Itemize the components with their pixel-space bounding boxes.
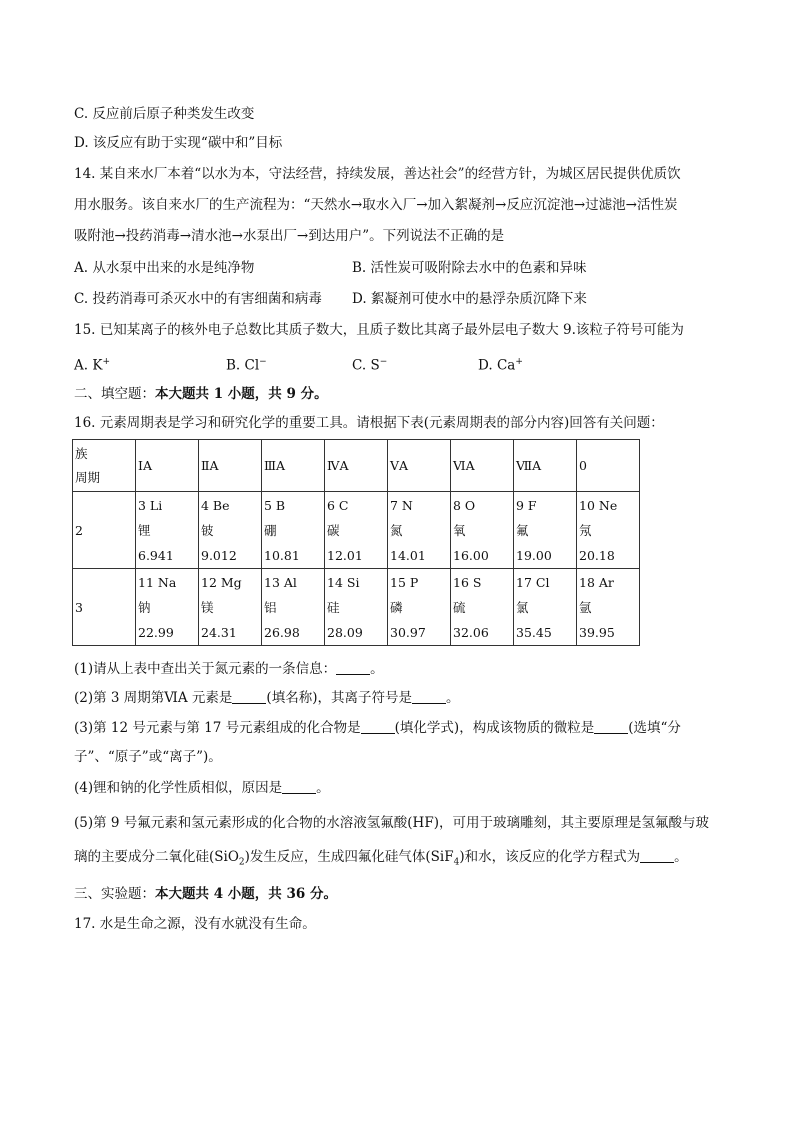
element-number: 11 Na [138, 574, 177, 590]
q16-sub2-text-mid: (填名称)，其离子符号是 [266, 690, 412, 706]
q14-stem-line2: 用水服务。该自来水厂的生产流程为：“天然水→取水入厂→加入絮凝剂→反应沉淀池→过滤池→活性炭 [74, 197, 678, 213]
element-number: 15 P [390, 574, 419, 590]
q16-sub5-text-end: )和水，该反应的化学方程式为 [459, 849, 641, 865]
element-number: 17 Cl [516, 574, 550, 590]
q14-option-b: B. 活性炭可吸附除去水中的色素和异味 [352, 260, 587, 276]
q14-option-c: C. 投药消毒可杀灭水中的有害细菌和病毒 [74, 291, 322, 307]
element-name: 镁 [201, 599, 214, 615]
q16-sub2 [74, 688, 459, 708]
element-mass: 35.45 [516, 624, 552, 640]
element-number: 13 Al [264, 574, 297, 590]
section-3-title: 三、实验题： [74, 886, 155, 902]
q15-option-a-symbol: K [92, 357, 103, 374]
q14-option-a: A. 从水泵中出来的水是纯净物 [74, 260, 255, 276]
element-name: 铍 [201, 522, 214, 538]
q15-option-c-label: C. [352, 357, 367, 374]
element-name: 磷 [390, 599, 403, 615]
element-cell [262, 492, 325, 569]
element-mass: 39.95 [579, 624, 615, 640]
element-name: 氩 [579, 599, 592, 615]
element-mass: 12.01 [327, 547, 363, 563]
section-2-title: 二、填空题： [74, 386, 155, 402]
element-cell [577, 492, 640, 569]
element-number: 12 Mg [201, 574, 242, 590]
element-name: 碳 [327, 522, 340, 538]
element-name: 硫 [453, 599, 466, 615]
q17-stem: 17. 水是生命之源，没有水就没有生命。 [74, 916, 316, 932]
q16-sub1-text: (1)请从上表中查出关于氮元素的一条信息： [74, 661, 337, 677]
element-cell [514, 569, 577, 646]
element-number: 7 N [390, 497, 413, 513]
element-mass: 26.98 [264, 624, 300, 640]
answer-blank[interactable] [361, 719, 395, 734]
q16-sub3-text-end: (选填“分 [628, 720, 681, 736]
group-header: ⅤA [388, 440, 451, 492]
subscript-4: 4 [453, 857, 460, 868]
element-mass: 22.99 [138, 624, 174, 640]
q16-sub2-end: 。 [445, 690, 460, 706]
periodic-table [72, 439, 640, 646]
element-cell [451, 569, 514, 646]
group-header: ⅥA [451, 440, 514, 492]
q16-sub3 [74, 718, 681, 738]
period-label: 2 [73, 492, 136, 569]
q15-option-d-symbol: Ca [496, 357, 516, 374]
element-mass: 30.97 [390, 624, 426, 640]
q15-option-c-symbol: S [370, 357, 380, 374]
q16-sub4-end: 。 [316, 780, 330, 796]
answer-blank[interactable] [412, 689, 446, 704]
element-cell [325, 569, 388, 646]
section-3-heading [74, 884, 337, 904]
corner-group-label: 族 [75, 445, 88, 461]
element-mass: 16.00 [453, 547, 489, 563]
element-cell [388, 492, 451, 569]
element-number: 16 S [453, 574, 482, 590]
q16-sub2-text: (2)第 3 周期第ⅥA 元素是 [74, 690, 233, 706]
table-row-period-2 [73, 492, 640, 569]
element-name: 硼 [264, 522, 277, 538]
group-header: ⅣA [325, 440, 388, 492]
q15-option-a-charge: + [102, 357, 110, 367]
element-cell [388, 569, 451, 646]
q15-stem: 15. 已知某离子的核外电子总数比其质子数大，且质子数比其离子最外层电子数大 9.该粒子符号可能为 [74, 322, 684, 338]
q16-sub3-text: (3)第 12 号元素与第 17 号元素组成的化合物是 [74, 720, 361, 736]
q16-sub4 [74, 778, 330, 798]
element-number: 8 O [453, 497, 476, 513]
q15-option-d-label: D. [478, 357, 493, 374]
element-number: 6 C [327, 497, 349, 513]
q16-stem: 16. 元素周期表是学习和研究化学的重要工具。请根据下表(元素周期表的部分内容)回答有关问题： [74, 415, 664, 431]
q16-sub5-text-mid: )发生反应，生成四氟化硅气体(SiF [244, 849, 454, 865]
element-mass: 28.09 [327, 624, 363, 640]
element-name: 铝 [264, 599, 277, 615]
element-number: 5 B [264, 497, 286, 513]
element-number: 10 Ne [579, 497, 618, 513]
answer-blank[interactable] [594, 719, 628, 734]
element-number: 9 F [516, 497, 537, 513]
element-name: 氯 [516, 599, 529, 615]
q15-option-a [74, 352, 110, 376]
element-mass: 9.012 [201, 547, 237, 563]
q15-option-b-charge: − [259, 357, 267, 367]
element-cell [325, 492, 388, 569]
q13-option-c: C. 反应前后原子种类发生改变 [74, 106, 255, 122]
q15-option-c-charge: − [379, 357, 388, 367]
q16-sub3-cont: 子”、“原子”或“离子”)。 [74, 749, 222, 765]
element-cell [199, 492, 262, 569]
q15-option-b-label: B. [226, 357, 241, 374]
table-header-row [73, 440, 640, 492]
section-2-desc: 本大题共 1 小题，共 9 分。 [155, 386, 328, 402]
element-cell [451, 492, 514, 569]
section-3-desc: 本大题共 4 小题，共 36 分。 [155, 886, 337, 902]
q14-option-d: D. 絮凝剂可使水中的悬浮杂质沉降下来 [352, 291, 587, 307]
q15-option-b-symbol: Cl [244, 357, 260, 374]
element-cell [262, 569, 325, 646]
element-mass: 19.00 [516, 547, 552, 563]
q15-option-d-charge: + [515, 357, 523, 367]
q16-sub4-text: (4)锂和钠的化学性质相似，原因是 [74, 780, 283, 796]
group-header: ⅡA [199, 440, 262, 492]
q16-sub1 [74, 659, 384, 679]
element-mass: 14.01 [390, 547, 426, 563]
q15-option-d [478, 352, 523, 376]
element-name: 氧 [453, 522, 466, 538]
element-name: 氟 [516, 522, 529, 538]
subscript-2: 2 [238, 857, 245, 868]
period-label: 3 [73, 569, 136, 646]
corner-period-label: 周期 [75, 469, 101, 485]
table-row-period-3 [73, 569, 640, 646]
element-cell [577, 569, 640, 646]
element-mass: 32.06 [453, 624, 489, 640]
element-number: 3 Li [138, 497, 163, 513]
answer-blank[interactable] [336, 660, 370, 675]
element-number: 4 Be [201, 497, 230, 513]
answer-blank[interactable] [232, 689, 266, 704]
q13-option-d: D. 该反应有助于实现“碳中和”目标 [74, 135, 283, 151]
element-name: 锂 [138, 522, 151, 538]
element-name: 硅 [327, 599, 340, 615]
element-mass: 20.18 [579, 547, 615, 563]
q15-option-a-label: A. [74, 357, 89, 374]
q15-option-c [352, 352, 387, 376]
table-corner-cell [73, 440, 136, 492]
section-2-heading [74, 384, 328, 404]
answer-blank[interactable] [640, 848, 674, 863]
element-number: 14 Si [327, 574, 360, 590]
group-header: ⅦA [514, 440, 577, 492]
element-number: 18 Ar [579, 574, 614, 590]
element-name: 氖 [579, 522, 592, 538]
element-cell [514, 492, 577, 569]
group-header: 0 [577, 440, 640, 492]
element-mass: 24.31 [201, 624, 237, 640]
element-name: 钠 [138, 599, 151, 615]
element-mass: 10.81 [264, 547, 300, 563]
q16-sub5-text: 璃的主要成分二氧化硅(SiO [74, 849, 239, 865]
group-header: ⅢA [262, 440, 325, 492]
element-mass: 6.941 [138, 547, 174, 563]
q16-sub5-line1: (5)第 9 号氟元素和氢元素形成的化合物的水溶液氢氟酸(HF)，可用于玻璃雕刻，其主要原理是氢氟酸与玻 [74, 815, 709, 831]
q14-stem-line1: 14. 某自来水厂本着“以水为本，守法经营，持续发展，善达社会”的经营方针，为城区居民提供优质饮 [74, 166, 681, 182]
element-name: 氮 [390, 522, 403, 538]
q15-option-b [226, 352, 267, 376]
answer-blank[interactable] [282, 779, 316, 794]
q16-sub5-line2 [74, 847, 688, 873]
group-header: ⅠA [136, 440, 199, 492]
element-cell [136, 492, 199, 569]
q14-stem-line3: 吸附池→投药消毒→清水池→水泵出厂→到达用户”。下列说法不正确的是 [74, 228, 505, 244]
q16-sub3-text-mid: (填化学式)，构成该物质的微粒是 [394, 720, 595, 736]
q16-sub1-end: 。 [370, 661, 384, 677]
element-cell [199, 569, 262, 646]
element-cell [136, 569, 199, 646]
q16-sub5-end: 。 [674, 849, 688, 865]
